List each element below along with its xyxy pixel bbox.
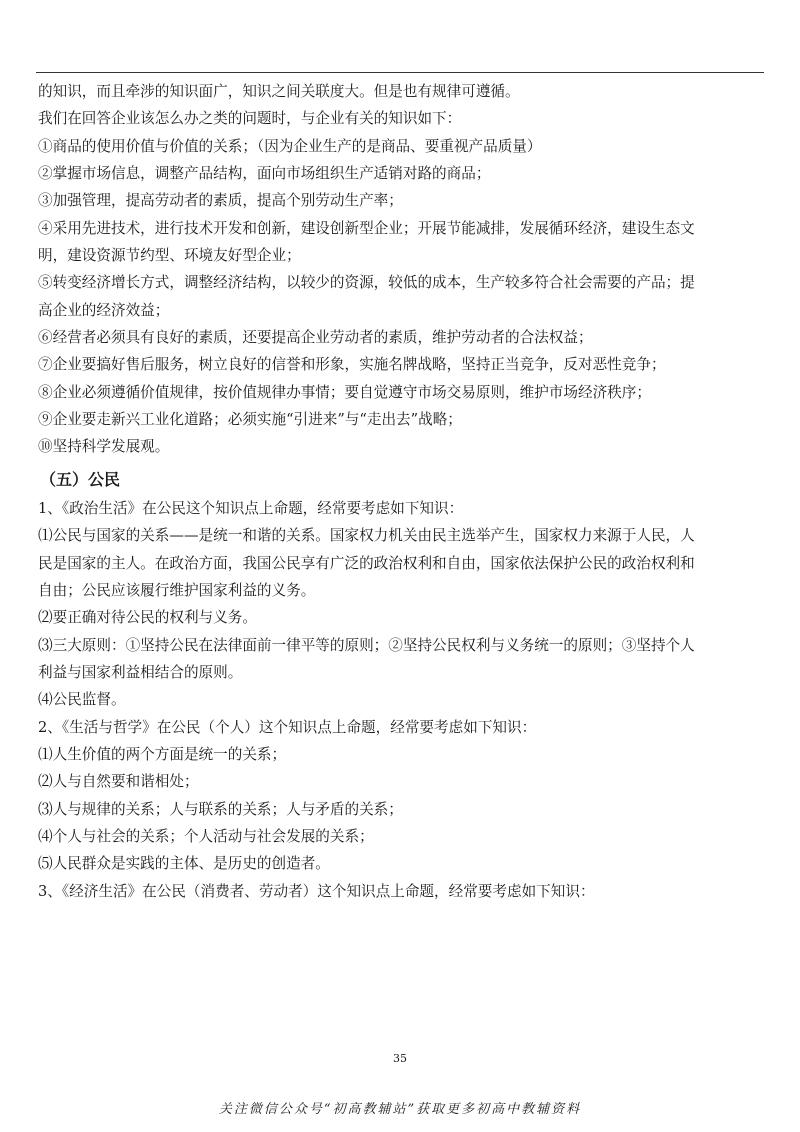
page-number: 35: [393, 1052, 407, 1065]
text-line: 民是国家的主人。在政治方面，我国公民享有广泛的政治权利和自由，国家依法保护公民的政治权利和: [38, 554, 695, 572]
text-line: ⑨企业要走新兴工业化道路；必须实施“引进来”与“走出去”战略；: [38, 411, 462, 429]
header-rule: [36, 72, 764, 73]
text-line: ⑸人民群众是实践的主体、是历史的创造者。: [38, 855, 330, 873]
text-line: ⑷个人与社会的关系；个人活动与社会发展的关系；: [38, 827, 374, 845]
text-line: ④采用先进技术，进行技术开发和创新，建设创新型企业；开展节能减排，发展循环经济，建设生态文: [38, 219, 695, 237]
text-line: 明，建设资源节约型、环境友好型企业；: [38, 247, 301, 265]
text-line: ⑵人与自然要和谐相处；: [38, 773, 199, 791]
text-line: ⑤转变经济增长方式，调整经济结构，以较少的资源，较低的成本，生产较多符合社会需要的产品；提: [38, 274, 695, 292]
text-line: ⑦企业要搞好售后服务，树立良好的信誉和形象，实施名牌战略，坚持正当竞争，反对恶性竞争；: [38, 356, 666, 374]
text-line: ⑷公民监督。: [38, 691, 126, 709]
text-line: 的知识，而且牵涉的知识面广，知识之间关联度大。但是也有规律可遵循。: [38, 83, 520, 100]
text-line: 2、《生活与哲学》在公民（个人）这个知识点上命题，经常要考虑如下知识：: [38, 718, 537, 736]
text-line: ⑩坚持科学发展观。: [38, 438, 170, 456]
text-line: ②掌握市场信息，调整产品结构，面向市场组织生产适销对路的商品；: [38, 165, 491, 183]
text-line: ⑴公民与国家的关系——是统一和谐的关系。国家权力机关由民主选举产生，国家权力来源于人民，人: [38, 527, 695, 545]
text-line: ⑧企业必须遵循价值规律，按价值规律办事情；要自觉遵守市场交易原则，维护市场经济秩序；: [38, 383, 651, 401]
text-line: ③加强管理，提高劳动者的素质，提高个别劳动生产率；: [38, 192, 403, 210]
text-line: ⑶三大原则：①坚持公民在法律面前一律平等的原则；②坚持公民权利与义务统一的原则；③坚持个人: [38, 636, 695, 654]
text-line: ⑵要正确对待公民的权利与义务。: [38, 609, 257, 627]
text-line: ⑴人生价值的两个方面是统一的关系；: [38, 745, 287, 763]
enterprise-knowledge-block: [38, 78, 764, 461]
text-line: ①商品的使用价值与价值的关系；（因为企业生产的是商品、要重视产品质量）: [38, 137, 542, 155]
text-line: 3、《经济生活》在公民（消费者、劳动者）这个知识点上命题，经常要考虑如下知识：: [38, 882, 595, 900]
footer-note: 关注微信公众号“初高教辅站”获取更多初高中教辅资料: [218, 1102, 582, 1117]
text-line: ⑶人与规律的关系；人与联系的关系；人与矛盾的关系；: [38, 800, 403, 818]
text-line: 自由；公民应该履行维护国家利益的义务。: [38, 581, 316, 599]
text-line: ⑥经营者必须具有良好的素质，还要提高企业劳动者的素质，维护劳动者的合法权益；: [38, 329, 593, 347]
text-line: 利益与国家利益相结合的原则。: [38, 663, 243, 681]
text-line: 1、《政治生活》在公民这个知识点上命题，经常要考虑如下知识：: [38, 499, 464, 517]
text-line: 我们在回答企业该怎么办之类的问题时，与企业有关的知识如下：: [38, 110, 462, 128]
citizen-knowledge-block: [38, 495, 764, 905]
text-line: 高企业的经济效益；: [38, 301, 170, 319]
page-content: [38, 78, 764, 905]
section-heading: （五）公民: [40, 469, 121, 489]
